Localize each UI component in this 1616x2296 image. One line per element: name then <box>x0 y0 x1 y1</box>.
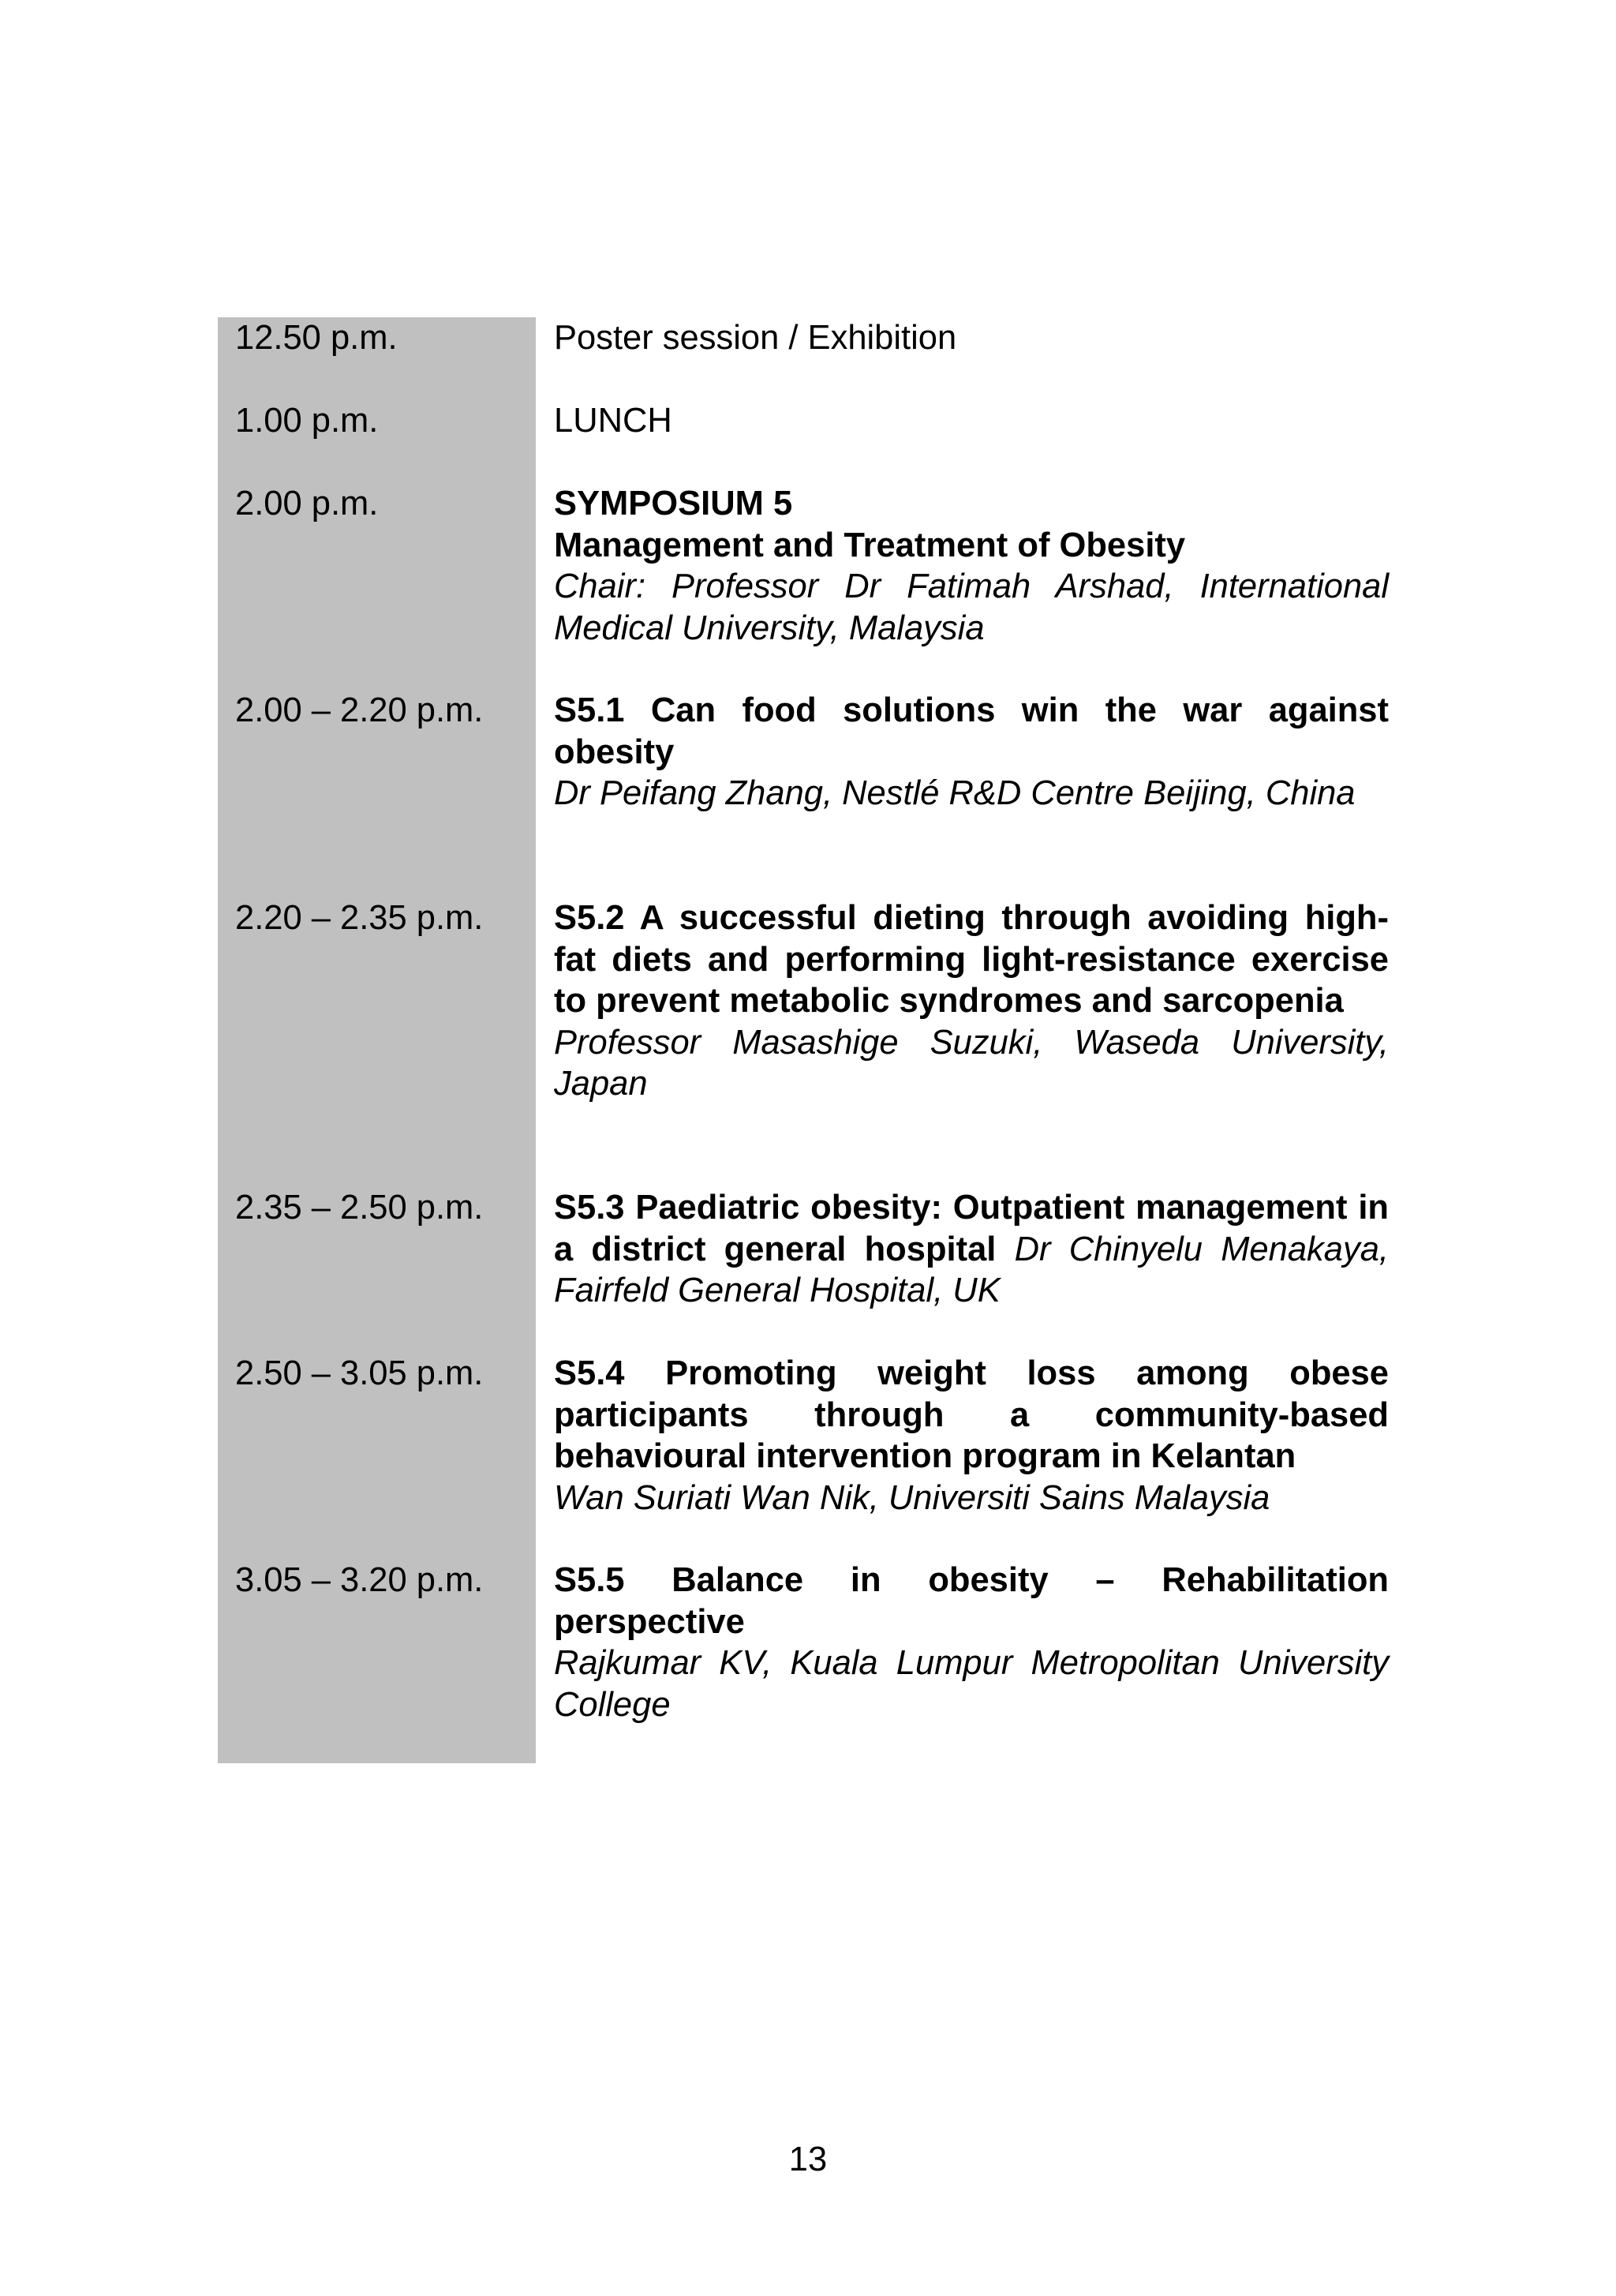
time-slot: 2.35 – 2.50 p.m. <box>235 1189 484 1227</box>
time-slot: 2.00 – 2.20 p.m. <box>235 691 484 729</box>
talk-speaker: Dr Chinyelu Menakaya, Fairfeld General Hospital, UK <box>554 1230 1389 1309</box>
time-slot: 12.50 p.m. <box>235 319 398 357</box>
session-content <box>554 317 1389 359</box>
talk-speaker: Rajkumar KV, Kuala Lumpur Metropolitan University College <box>554 1644 1389 1724</box>
time-slot: 2.00 p.m. <box>235 485 379 522</box>
time-slot: 3.05 – 3.20 p.m. <box>235 1561 484 1599</box>
session-content <box>554 1560 1389 1725</box>
session-title: Poster session / Exhibition <box>554 319 957 357</box>
symposium-heading: SYMPOSIUM 5 <box>554 485 793 522</box>
talk-title: S5.4 Promoting weight loss among obese participants through a community-based behavioural intervention program in Kelantan <box>554 1354 1389 1475</box>
symposium-title: Management and Treatment of Obesity <box>554 526 1186 564</box>
time-slot: 1.00 p.m. <box>235 402 379 440</box>
talk-title: S5.2 A successful dieting through avoiding high-fat diets and performing light-resistance exercise to prevent metabolic syndromes and sarcopenia <box>554 899 1389 1020</box>
page-number: 13 <box>788 2141 828 2178</box>
session-content <box>554 897 1389 1105</box>
talk-speaker: Dr Peifang Zhang, Nestlé R&D Centre Beijing, China <box>554 774 1356 812</box>
talk-speaker: Professor Masashige Suzuki, Waseda University, Japan <box>554 1023 1389 1103</box>
session-content <box>554 400 1389 442</box>
talk-speaker: Wan Suriati Wan Nik, Universiti Sains Malaysia <box>554 1478 1270 1517</box>
time-column-background <box>218 317 536 1763</box>
session-content <box>554 690 1389 815</box>
session-title: LUNCH <box>554 402 672 440</box>
time-slot: 2.50 – 3.05 p.m. <box>235 1354 484 1392</box>
symposium-chair: Chair: Professor Dr Fatimah Arshad, International Medical University, Malaysia <box>554 567 1389 647</box>
talk-title: S5.5 Balance in obesity – Rehabilitation perspective <box>554 1561 1389 1641</box>
talk-title: S5.1 Can food solutions win the war against obesity <box>554 691 1389 771</box>
session-content <box>554 1353 1389 1519</box>
session-content <box>554 483 1389 649</box>
talk-title: S5.3 Paediatric obesity: Outpatient management in a district general hospital <box>554 1189 1389 1268</box>
session-content <box>554 1187 1389 1312</box>
time-slot: 2.20 – 2.35 p.m. <box>235 899 484 937</box>
